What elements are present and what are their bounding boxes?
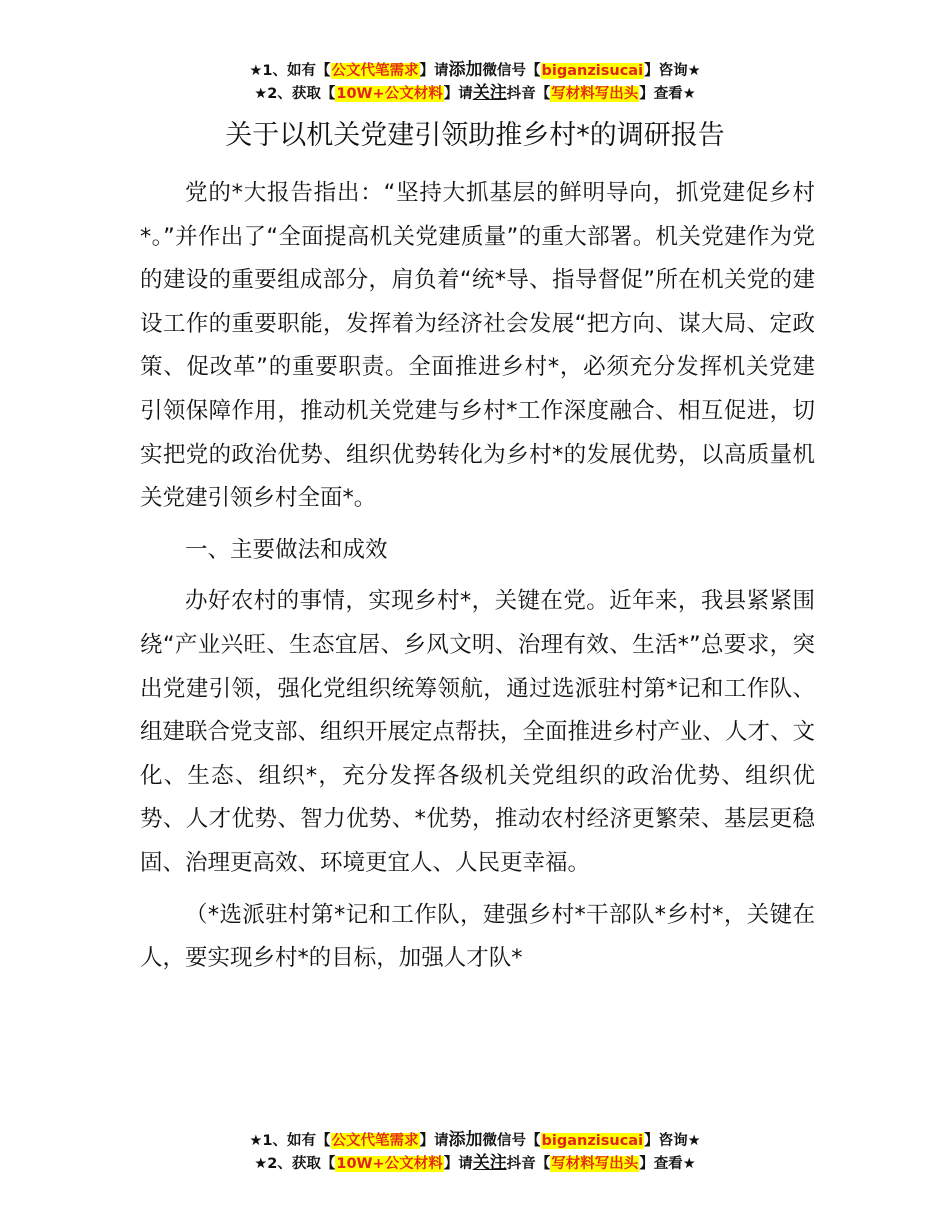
- banner-text: 】咨询★: [644, 1133, 701, 1149]
- banner-text: ★2、获取【: [254, 86, 336, 102]
- banner-text: 微信号【: [482, 1133, 541, 1149]
- body-paragraph: 党的*大报告指出：“坚持大抓基层的鲜明导向，抓党建促乡村*。”并作出了“全面提高机关党建质量”的重大部署。机关党建作为党的建设的重要组成部分，肩负着“统*导、指导督促”所在机关党的建设工作的重要职能，发挥着为经济社会发展“把方向、谋大局、定政策、促改革”的重要职责。全面推进乡村*，必须充分发挥机关党建引领保障作用，推动机关党建与乡村*工作深度融合、相互促进，切实把党的政治优势、组织优势转化为乡村*的发展优势，以高质量机关党建引领乡村全面*。: [140, 180, 815, 512]
- banner-highlight: 公文代笔需求: [331, 63, 419, 79]
- banner-text: 】请: [419, 63, 449, 79]
- banner-emphasis: 关注: [472, 1153, 507, 1173]
- banner-emphasis: 添加: [448, 60, 483, 80]
- top-banner: [0, 59, 950, 105]
- banner-highlight: 写材料写出头: [551, 86, 639, 102]
- banner-text: 抖音【: [506, 86, 551, 102]
- banner-text: 微信号【: [482, 63, 541, 79]
- banner-line-1: [0, 59, 950, 82]
- banner-text: ★1、如有【: [249, 1133, 331, 1149]
- banner-text: 】查看★: [639, 1156, 696, 1172]
- banner-text: 】请: [443, 1156, 473, 1172]
- banner-highlight: 10W+公文材料: [336, 86, 443, 102]
- banner-line-2: [0, 1152, 950, 1175]
- banner-text: 】请: [443, 86, 473, 102]
- banner-text: 】请: [419, 1133, 449, 1149]
- banner-highlight: biganzisucai: [541, 1133, 644, 1149]
- banner-highlight: biganzisucai: [541, 63, 644, 79]
- banner-highlight: 10W+公文材料: [336, 1156, 443, 1172]
- section-heading: 一、主要做法和成效: [185, 536, 388, 563]
- document-body: [140, 172, 815, 981]
- banner-text: 】查看★: [639, 86, 696, 102]
- banner-text: ★1、如有【: [249, 63, 331, 79]
- body-paragraph: 办好农村的事情，实现乡村*，关键在党。近年来，我县紧紧围绕“产业兴旺、生态宜居、乡风文明、治理有效、生活*”总要求，突出党建引领，强化党组织统筹领航，通过选派驻村第*记和工作队、组建联合党支部、组织开展定点帮扶，全面推进乡村产业、人才、文化、生态、组织*，充分发挥各级机关党组织的政治优势、组织优势、人才优势、智力优势、*优势，推动农村经济更繁荣、基层更稳固、治理更高效、环境更宜人、人民更幸福。: [140, 588, 816, 876]
- banner-highlight: 写材料写出头: [551, 1156, 639, 1172]
- document-title: 关于以机关党建引领助推乡村*的调研报告: [225, 120, 725, 151]
- banner-emphasis: 关注: [472, 83, 507, 103]
- banner-highlight: 公文代笔需求: [331, 1133, 419, 1149]
- body-paragraph: （*选派驻村第*记和工作队，建强乡村*干部队*乡村*，关键在人，要实现乡村*的目标，加强人才队*: [140, 901, 815, 972]
- banner-emphasis: 添加: [448, 1130, 483, 1150]
- bottom-banner: [0, 1129, 950, 1175]
- banner-line-1: [0, 1129, 950, 1152]
- banner-text: ★2、获取【: [254, 1156, 336, 1172]
- banner-text: 抖音【: [506, 1156, 551, 1172]
- banner-line-2: [0, 82, 950, 105]
- banner-text: 】咨询★: [644, 63, 701, 79]
